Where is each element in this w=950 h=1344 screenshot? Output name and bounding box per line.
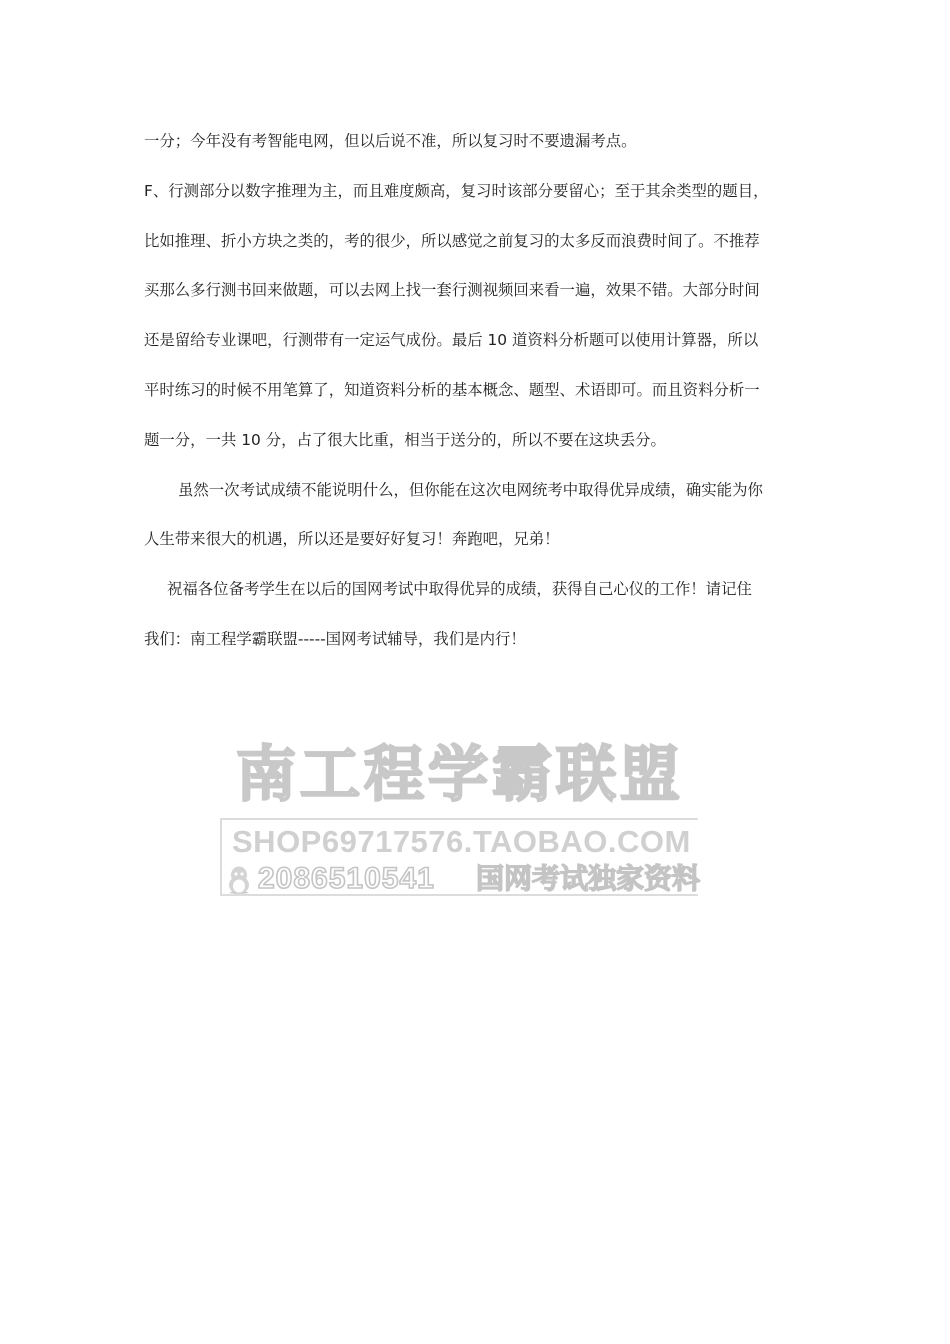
paragraph-line: 比如推理、折小方块之类的，考的很少，所以感觉之前复习的太多反而浪费时间了。不推荐 [144, 231, 760, 250]
qq-penguin-icon [226, 866, 252, 896]
watermark-shop-url: SHOP69717576.TAOBAO.COM [232, 824, 691, 859]
paragraph-line: 一分；今年没有考智能电网，但以后说不准，所以复习时不要遗漏考点。 [144, 132, 637, 150]
paragraph-line: F、行测部分以数字推理为主，而且难度颇高，复习时该部分要留心；至于其余类型的题目， [144, 181, 769, 200]
paragraph-line: 人生带来很大的机遇，所以还是要好好复习！奔跑吧，兄弟！ [144, 530, 560, 549]
paragraph-line: 还是留给专业课吧，行测带有一定运气成份。最后 10 道资料分析题可以使用计算器，所以 [144, 331, 759, 350]
paragraph-line: 买那么多行测书回来做题，可以去网上找一套行测视频回来看一遍，效果不错。大部分时间 [144, 281, 760, 300]
paragraph-line: 平时练习的时候不用笔算了，知道资料分析的基本概念、题型、术语即可。而且资料分析一 [144, 380, 760, 399]
watermark-title: 南工程学霸联盟 [236, 740, 684, 810]
watermark-tagline: 国网考试独家资料 [476, 862, 701, 895]
paragraph-line: 我们：南工程学霸联盟-----国网考试辅导，我们是内行！ [144, 629, 526, 648]
watermark-qq-number: 2086510541 [258, 862, 435, 895]
paragraph-line: 祝福各位备考学生在以后的国网考试中取得优异的成绩，获得自己心仪的工作！请记住 [167, 580, 752, 599]
watermark-logo [218, 738, 702, 906]
paragraph-line: 虽然一次考试成绩不能说明什么，但你能在这次电网统考中取得优异成绩，确实能为你 [178, 480, 763, 499]
watermark-info-box [220, 818, 701, 896]
document-body [144, 124, 814, 672]
paragraph-line: 题一分，一共 10 分，占了很大比重，相当于送分的，所以不要在这块丢分。 [144, 430, 666, 449]
